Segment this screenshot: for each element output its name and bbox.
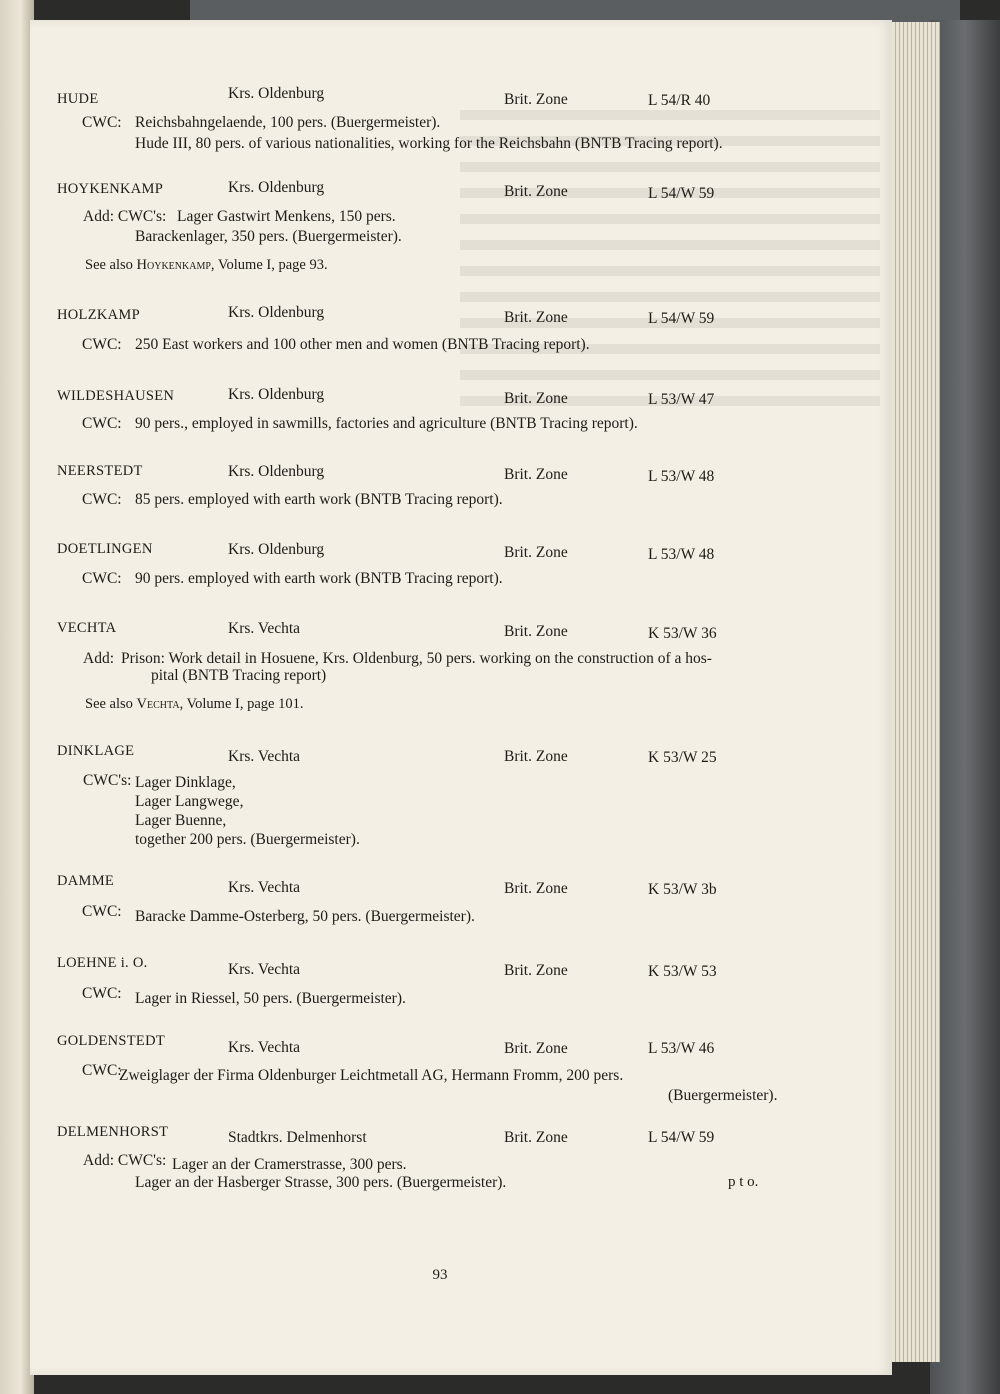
entry-label: Add: CWC's: [83,208,167,225]
entry-line: Lager Langwege, [135,793,244,810]
place-name: HOLZKAMP [57,307,140,323]
zone: Brit. Zone [504,962,568,979]
district: Krs. Oldenburg [228,386,325,403]
left-page-edge [0,0,34,1394]
grid-reference: L 53/W 47 [648,391,715,408]
entry-line: 250 East workers and 100 other men and women (BNTB Tracing report). [135,336,590,353]
book-cover-right [930,20,1000,1394]
entry-label: CWC: [82,336,122,353]
zone: Brit. Zone [504,748,568,765]
entry-label: CWC's: [83,772,132,789]
grid-reference: L 54/W 59 [648,1129,715,1146]
entry-label: CWC: [82,570,122,587]
please-turn-over: p t o. [728,1174,759,1190]
entry-line: 85 pers. employed with earth work (BNTB Tracing report). [135,491,503,508]
grid-reference: K 53/W 53 [648,963,717,980]
grid-reference: L 53/W 48 [648,468,715,485]
district: Krs. Vechta [228,620,301,637]
zone: Brit. Zone [504,390,568,407]
grid-reference: L 53/W 48 [648,546,715,563]
entry-line: Lager Gastwirt Menkens, 150 pers. [177,208,396,225]
entry-label: CWC: [82,903,122,920]
entry-label: CWC: [82,415,122,432]
entry-line: Barackenlager, 350 pers. (Buergermeister). [135,228,402,245]
see-also-place: Vechta [136,696,180,712]
district: Krs. Vechta [228,1039,301,1056]
place-name: DAMME [57,873,115,889]
entry-line: Baracke Damme-Osterberg, 50 pers. (Buergermeister). [135,908,475,925]
district: Krs. Oldenburg [228,541,325,558]
zone: Brit. Zone [504,466,568,483]
place-name: HUDE [57,91,99,107]
entry-label: CWC: [82,1062,122,1079]
entry-label: CWC: [82,985,122,1002]
entry-line: Lager an der Cramerstrasse, 300 pers. [172,1156,407,1173]
entry-label: Add: CWC's: [83,1152,167,1169]
district: Krs. Oldenburg [228,179,325,196]
document-page [30,20,892,1375]
district: Krs. Oldenburg [228,463,325,480]
district: Krs. Oldenburg [228,85,325,102]
entry-line: Lager Dinklage, [135,774,236,791]
zone: Brit. Zone [504,91,568,108]
grid-reference: K 53/W 3b [648,881,717,898]
place-name: HOYKENKAMP [57,181,164,197]
entry-line: Lager in Riessel, 50 pers. (Buergermeister). [135,990,406,1007]
place-name: DINKLAGE [57,743,135,759]
zone: Brit. Zone [504,880,568,897]
zone: Brit. Zone [504,309,568,326]
see-also-place: Hoykenkamp [136,257,211,273]
place-name: LOEHNE i. O. [57,955,148,971]
zone: Brit. Zone [504,1040,568,1057]
zone: Brit. Zone [504,183,568,200]
entry-line: Prison: Work detail in Hosuene, Krs. Oldenburg, 50 pers. working on the construction of a hos- [121,650,712,667]
place-name: WILDESHAUSEN [57,388,175,404]
zone: Brit. Zone [504,623,568,640]
grid-reference: K 53/W 36 [648,625,717,642]
place-name: DELMENHORST [57,1124,169,1140]
entry-label: CWC: [82,114,122,131]
entry-line: Lager Buenne, [135,812,227,829]
entry-label: Add: [83,650,114,667]
grid-reference: L 54/W 59 [648,310,715,327]
grid-reference: L 54/W 59 [648,185,715,202]
district: Krs. Vechta [228,879,301,896]
grid-reference: L 53/W 46 [648,1040,715,1057]
entry-line: Hude III, 80 pers. of various nationalities, working for the Reichsbahn (BNTB Tracing report). [135,135,723,152]
page-number: 93 [432,1267,448,1283]
district: Krs. Vechta [228,961,301,978]
entry-line: Lager an der Hasberger Strasse, 300 pers. (Buergermeister). [135,1174,507,1191]
grid-reference: L 54/R 40 [648,92,711,109]
entry-line: 90 pers. employed with earth work (BNTB Tracing report). [135,570,503,587]
district: Krs. Oldenburg [228,304,325,321]
zone: Brit. Zone [504,544,568,561]
place-name: DOETLINGEN [57,541,153,557]
bleed-through-text [460,110,880,422]
place-name: NEERSTEDT [57,463,143,479]
entry-line: Zweiglager der Firma Oldenburger Leichtmetall AG, Hermann Fromm, 200 pers. [119,1067,624,1084]
district: Krs. Vechta [228,748,301,765]
see-also: See also Vechta, Volume I, page 101. [85,696,304,712]
district: Stadtkrs. Delmenhorst [228,1129,367,1146]
entry-line: together 200 pers. (Buergermeister). [135,831,360,848]
entry-line: 90 pers., employed in sawmills, factories and agriculture (BNTB Tracing report). [135,415,638,432]
see-also: See also Hoykenkamp, Volume I, page 93. [85,257,328,273]
entry-line: pital (BNTB Tracing report) [151,667,327,684]
place-name: GOLDENSTEDT [57,1033,166,1049]
place-name: VECHTA [57,620,117,636]
zone: Brit. Zone [504,1129,568,1146]
entry-line: (Buergermeister). [668,1087,778,1104]
entry-line: Reichsbahngelaende, 100 pers. (Buergermeister). [135,114,441,131]
entry-label: CWC: [82,491,122,508]
grid-reference: K 53/W 25 [648,749,717,766]
